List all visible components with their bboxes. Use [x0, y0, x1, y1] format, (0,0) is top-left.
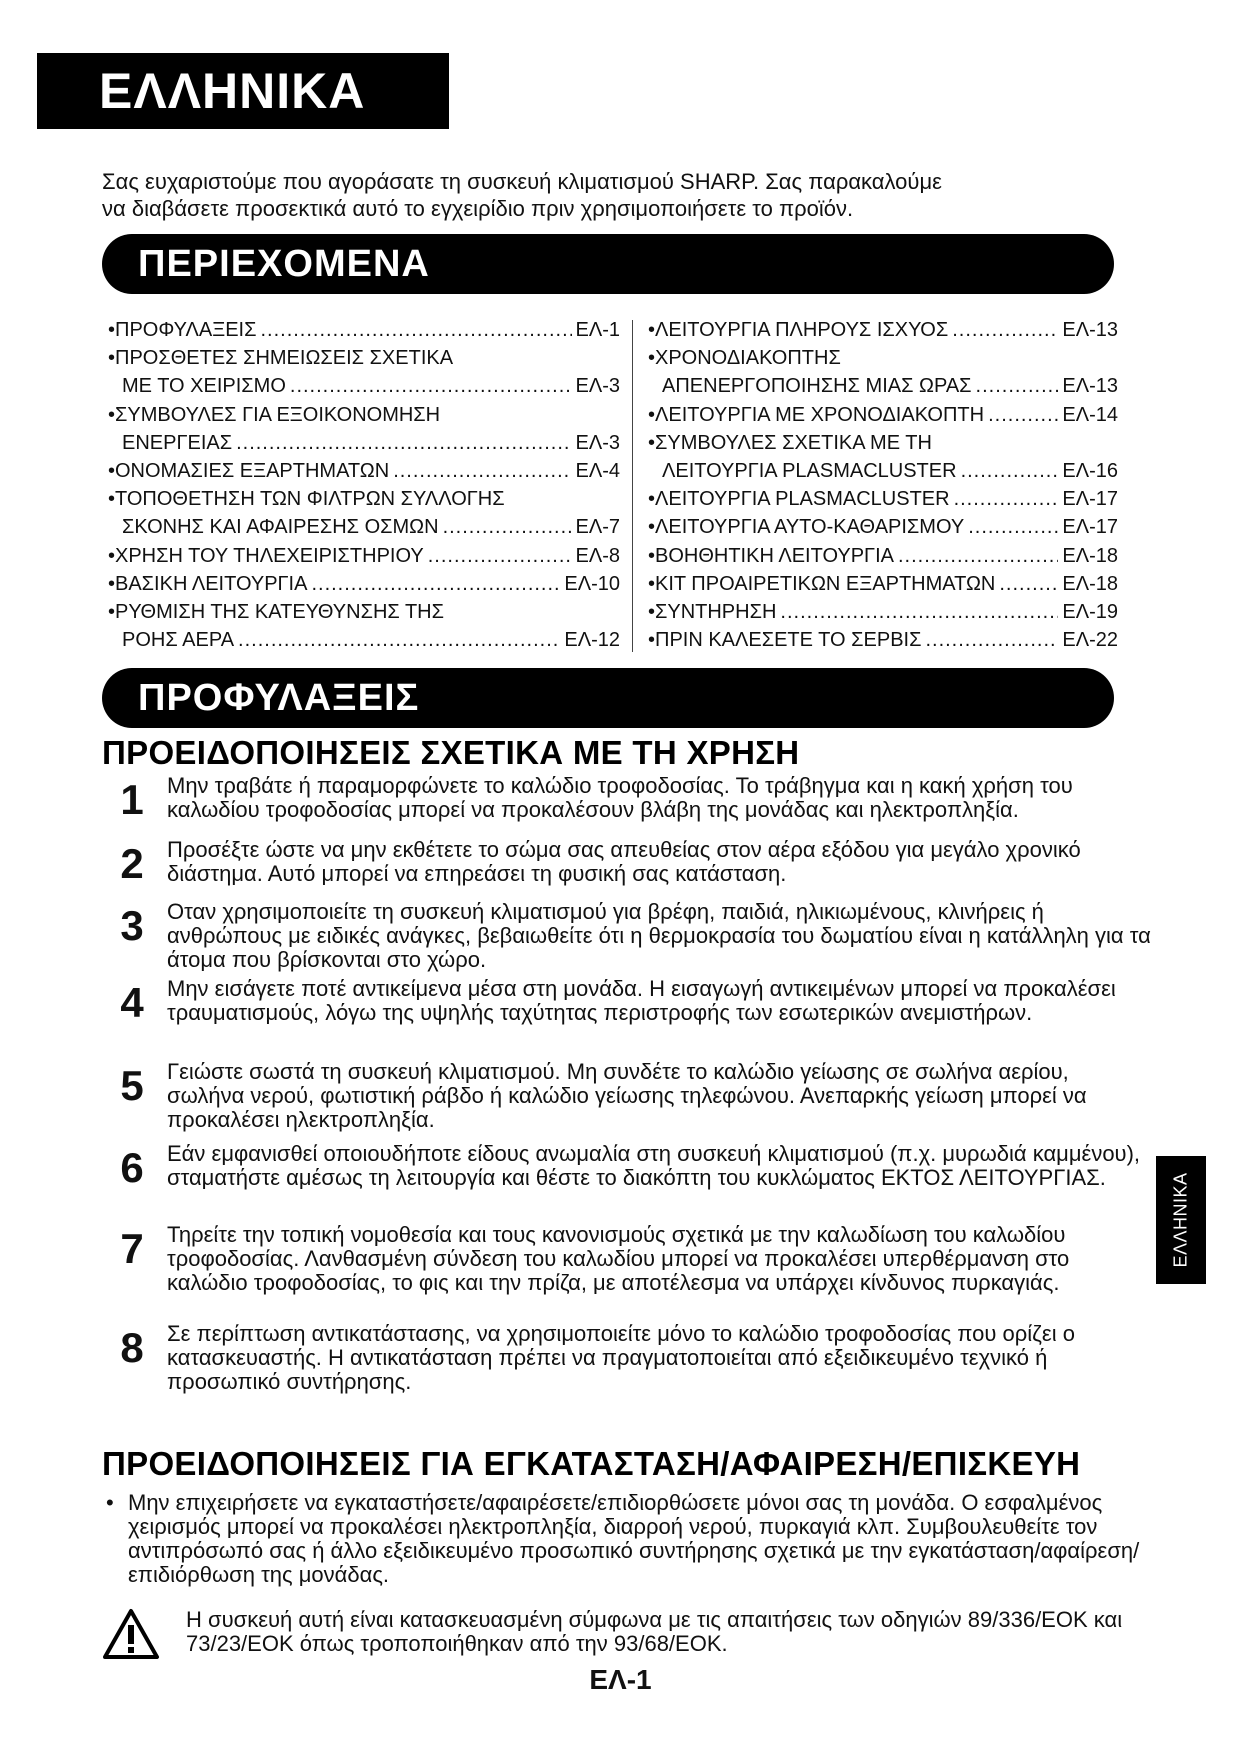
toc-entry — [108, 485, 620, 513]
toc-right-column — [648, 316, 1118, 654]
toc-entry-page: ΕΛ-22 — [1062, 629, 1118, 652]
toc-entry-page: ΕΛ-17 — [1062, 516, 1118, 539]
toc-leader-dots — [311, 570, 560, 598]
toc-divider — [632, 320, 633, 652]
warning-triangle-icon — [102, 1608, 160, 1660]
language-side-tab — [1156, 1156, 1206, 1284]
compliance-text: Η συσκευή αυτή είναι κατασκευασμένη σύμφωνα με τις απαιτήσεις των οδηγιών 89/336/ΕΟΚ και 73/23/ΕΟΚ όπως τροποποιήθηκαν από την 93/68/ΕΟΚ. — [186, 1607, 1123, 1656]
toc-entry-title: •ΣΥΝΤΗΡΗΣΗ — [648, 601, 777, 624]
usage-warning-item — [112, 1142, 1152, 1190]
toc-entry-title: ΣΚΟΝΗΣ ΚΑΙ ΑΦΑΙΡΕΣΗΣ ΟΣΜΩΝ — [122, 516, 439, 539]
toc-entry — [648, 542, 1118, 570]
usage-warning-text: Μην εισάγετε ποτέ αντικείμενα μέσα στη μονάδα. Η εισαγωγή αντικειμένων μπορεί να προκαλέσει τραυματισμούς, λόγω της υψηλής ταχύτητας περιστροφής των εσωτερικών ανεμιστήρων. — [167, 976, 1116, 1025]
toc-entry — [648, 429, 1118, 457]
toc-entry-page: ΕΛ-18 — [1062, 572, 1118, 595]
usage-warning-text: Οταν χρησιμοποιείτε τη συσκευή κλιματισμού για βρέφη, παιδιά, ηλικιωμένους, κλινήρεις ή ανθρώπους με ειδικές ανάγκες, βεβαιωθείτε ότι η θερμοκρασία του δωματίου είναι η κατάλληλη για τα άτομα που βρίσκονται στο χώρο. — [167, 899, 1151, 972]
install-warning-bullet — [106, 1491, 1156, 1587]
install-warnings-heading: ΠΡΟΕΙΔΟΠΟΙΗΣΕΙΣ ΓΙΑ ΕΓΚΑΤΑΣΤΑΣΗ/ΑΦΑΙΡΕΣΗ/ΕΠΙΣΚΕΥΗ — [102, 1445, 1081, 1482]
toc-leader-dots — [925, 626, 1058, 654]
contents-heading: ΠΕΡΙΕΧΟΜΕΝΑ — [102, 234, 1114, 294]
toc-entry-page: ΕΛ-16 — [1062, 460, 1118, 483]
toc-leader-dots — [428, 542, 572, 570]
toc-leader-dots — [393, 457, 571, 485]
toc-entry-page: ΕΛ-12 — [564, 629, 620, 652]
toc-leader-dots — [999, 570, 1058, 598]
usage-warning-item — [112, 977, 1152, 1025]
toc-entry — [108, 316, 620, 344]
toc-entry-page: ΕΛ-3 — [575, 431, 620, 454]
toc-entry — [108, 429, 620, 457]
usage-warning-text: Εάν εμφανισθεί οποιουδήποτε είδους ανωμαλία στη συσκευή κλιματισμού (π.χ. μυρωδιά καμμένου), σταματήστε αμέσως τη λειτουργία και θέστε το διακόπτη του κυκλώματος ΕΚΤΟΣ ΛΕΙΤΟΥΡΓΙΑΣ. — [167, 1141, 1141, 1190]
toc-entry — [648, 316, 1118, 344]
intro-text — [102, 168, 1162, 222]
toc-entry-page: ΕΛ-19 — [1062, 601, 1118, 624]
toc-entry-title: ΛΕΙΤΟΥΡΓΙΑ PLASMACLUSTER — [662, 460, 957, 483]
usage-warning-number: 1 — [120, 776, 144, 823]
toc-entry-title: •ΡΥΘΜΙΣΗ ΤΗΣ ΚΑΤΕΥΘΥΝΣΗΣ ΤΗΣ — [108, 601, 444, 624]
usage-warning-text: Σε περίπτωση αντικατάστασης, να χρησιμοποιείτε μόνο το καλώδιο τροφοδοσίας που ορίζει ο κατασκευαστής. Η αντικατάσταση πρέπει να πραγματοποιείται από εξειδικευμένο τεχνικό ή προσωπικό συντήρησης. — [167, 1321, 1075, 1394]
toc-entry-page: ΕΛ-3 — [575, 375, 620, 398]
toc-entry-page: ΕΛ-8 — [575, 544, 620, 567]
usage-warning-item — [112, 1223, 1152, 1295]
toc-entry-title: •ΛΕΙΤΟΥΡΓΙΑ ΠΛΗΡΟΥΣ ΙΣΧΥΟΣ — [648, 319, 949, 341]
toc-entry — [108, 372, 620, 400]
toc-entry-title: •ΠΡΟΣΘΕΤΕΣ ΣΗΜΕΙΩΣΕΙΣ ΣΧΕΤΙΚΑ — [108, 347, 454, 370]
usage-warning-item — [112, 838, 1152, 886]
usage-warning-number: 7 — [120, 1225, 144, 1272]
usage-warning-number: 3 — [120, 902, 144, 949]
bullet-dot: • — [106, 1490, 114, 1515]
toc-entry-title: •ΛΕΙΤΟΥΡΓΙΑ PLASMACLUSTER — [648, 488, 950, 511]
toc-entry-page: ΕΛ-17 — [1062, 488, 1118, 511]
toc-entry-page: ΕΛ-10 — [564, 572, 620, 595]
usage-warning-item — [112, 900, 1152, 972]
toc-entry — [648, 401, 1118, 429]
toc-entry — [108, 344, 620, 372]
toc-leader-dots — [780, 598, 1058, 626]
toc-entry-title: •ΒΑΣΙΚΗ ΛΕΙΤΟΥΡΓΙΑ — [108, 572, 308, 595]
toc-entry — [648, 570, 1118, 598]
toc-entry-title: •ΠΡΙΝ ΚΑΛΕΣΕΤΕ ΤΟ ΣΕΡΒΙΣ — [648, 629, 922, 652]
toc-entry-page: ΕΛ-14 — [1062, 403, 1118, 426]
toc-entry-page: ΕΛ-7 — [575, 516, 620, 539]
toc-entry — [648, 344, 1118, 372]
toc-leader-dots — [976, 372, 1059, 400]
install-warning-text: Μην επιχειρήσετε να εγκαταστήσετε/αφαιρέσετε/επιδιορθώσετε μόνοι σας τη μονάδα. Ο εσφαλμένος χειρισμός μπορεί να προκαλέσει ηλεκτροπληξία, διαρροή νερού, πυρκαγιά κλπ. Συμβουλευθείτε τον αντιπρόσωπό σας ή άλλο εξειδικευμένο προσωπικό συντήρησης σχετικά με την εγκατάσταση/αφαίρεση/επιδιόρθωση της μονάδας. — [128, 1490, 1140, 1587]
toc-entry-page: ΕΛ-4 — [575, 460, 620, 483]
toc-entry-page: ΕΛ-1 — [575, 319, 620, 341]
intro-line-2: να διαβάσετε προσεκτικά αυτό το εγχειρίδιο πριν χρησιμοποιήσετε το προϊόν. — [102, 196, 854, 221]
usage-warning-text: Μην τραβάτε ή παραμορφώνετε το καλώδιο τροφοδοσίας. Το τράβηγμα και η κακή χρήση του καλωδίου τροφοδοσίας μπορεί να προκαλέσουν βλάβη της μονάδας και ηλεκτροπληξία. — [167, 773, 1073, 822]
usage-warning-number: 8 — [120, 1324, 144, 1371]
toc-entry — [108, 598, 620, 626]
toc-leader-dots — [968, 513, 1058, 541]
toc-entry — [648, 457, 1118, 485]
toc-leader-dots — [443, 513, 572, 541]
usage-warning-text: Γειώστε σωστά τη συσκευή κλιματισμού. Μη συνδέτε το καλώδιο γείωσης σε σωλήνα αερίου, σωλήνα νερού, φωτιστική ράβδο ή καλώδιο γείωσης τηλεφώνου. Ανεπαρκής γείωση μπορεί να προκαλέσει ηλεκτροπληξία. — [167, 1059, 1087, 1132]
toc-entry-title: ΜΕ ΤΟ ΧΕΙΡΙΣΜΟ — [122, 375, 286, 398]
toc-entry — [108, 626, 620, 654]
toc-left-column — [108, 316, 620, 654]
toc-entry-title: •ΒΟΗΘΗΤΙΚΗ ΛΕΙΤΟΥΡΓΙΑ — [648, 544, 894, 567]
usage-warning-number: 2 — [120, 840, 144, 887]
toc-entry-title: •ΛΕΙΤΟΥΡΓΙΑ ΜΕ ΧΡΟΝΟΔΙΑΚΟΠΤΗ — [648, 403, 985, 426]
usage-warning-text: Προσέξτε ώστε να μην εκθέτετε το σώμα σας απευθείας στον αέρα εξόδου για μεγάλο χρονικό διάστημα. Αυτό μπορεί να επηρεάσει τη φυσική σας κατάσταση. — [167, 837, 1081, 886]
toc-entry-title: •ΚΙΤ ΠΡΟΑΙΡΕΤΙΚΩΝ ΕΞΑΡΤΗΜΑΤΩΝ — [648, 572, 996, 595]
usage-warning-text: Τηρείτε την τοπική νομοθεσία και τους κανονισμούς σχετικά με την καλωδίωση του καλωδίου τροφοδοσίας. Λανθασμένη σύνδεση του καλωδίου μπορεί να προκαλέσει υπερθέρμανση στο καλώδιο τροφοδοσίας, το φις και την πρίζα, με αποτέλεσμα να υπάρχει κίνδυνος πυρκαγιάς. — [167, 1222, 1070, 1295]
toc-entry — [648, 372, 1118, 400]
toc-entry — [108, 457, 620, 485]
toc-entry — [108, 542, 620, 570]
page-number: ΕΛ-1 — [589, 1664, 652, 1695]
toc-leader-dots — [988, 401, 1058, 429]
toc-entry-page: ΕΛ-18 — [1062, 544, 1118, 567]
toc-entry-page: ΕΛ-13 — [1062, 375, 1118, 398]
toc-leader-dots — [952, 316, 1058, 344]
toc-entry-title: ΡΟΗΣ ΑΕΡΑ — [122, 629, 235, 652]
usage-warnings-heading: ΠΡΟΕΙΔΟΠΟΙΗΣΕΙΣ ΣΧΕΤΙΚΑ ΜΕ ΤΗ ΧΡΗΣΗ — [102, 734, 800, 771]
toc-leader-dots — [898, 542, 1058, 570]
toc-entry — [648, 626, 1118, 654]
usage-warning-item — [112, 1322, 1152, 1394]
side-tab-label: ΕΛΛΗΝΙΚΑ — [1170, 1172, 1191, 1268]
precautions-heading: ΠΡΟΦΥΛΑΞΕΙΣ — [102, 668, 1114, 728]
usage-warning-number: 5 — [120, 1062, 144, 1109]
toc-entry-title: •ΣΥΜΒΟΥΛΕΣ ΓΙΑ ΕΞΟΙΚΟΝΟΜΗΣΗ — [108, 403, 441, 426]
toc-entry-title: •ΟΝΟΜΑΣΙΕΣ ΕΞΑΡΤΗΜΑΤΩΝ — [108, 460, 390, 483]
toc-entry-title: ΕΝΕΡΓΕΙΑΣ — [122, 431, 233, 454]
usage-warning-item — [112, 774, 1152, 822]
toc-leader-dots — [236, 429, 571, 457]
toc-entry — [648, 485, 1118, 513]
toc-entry-title: •ΧΡΟΝΟΔΙΑΚΟΠΤΗΣ — [648, 347, 841, 370]
toc-entry-title: •ΣΥΜΒΟΥΛΕΣ ΣΧΕΤΙΚΑ ΜΕ ΤΗ — [648, 431, 932, 454]
toc-entry-title: •ΛΕΙΤΟΥΡΓΙΑ ΑΥΤΟ-ΚΑΘΑΡΙΣΜΟΥ — [648, 516, 965, 539]
toc-entry-title: •ΠΡΟΦΥΛΑΞΕΙΣ — [108, 319, 257, 341]
toc-entry-page: ΕΛ-13 — [1062, 319, 1118, 341]
toc-entry — [108, 401, 620, 429]
language-banner: ΕΛΛΗΝΙΚΑ — [37, 53, 449, 129]
toc-leader-dots — [961, 457, 1059, 485]
toc-entry — [108, 570, 620, 598]
usage-warning-number: 6 — [120, 1144, 144, 1191]
toc-leader-dots — [260, 316, 571, 344]
toc-entry-title: ΑΠΕΝΕΡΓΟΠΟΙΗΣΗΣ ΜΙΑΣ ΩΡΑΣ — [662, 375, 972, 398]
toc-entry — [108, 513, 620, 541]
ce-compliance-note — [102, 1608, 1162, 1656]
intro-line-1: Σας ευχαριστούμε που αγοράσατε τη συσκευή κλιματισμού SHARP. Σας παρακαλούμε — [102, 169, 942, 194]
usage-warning-number: 4 — [120, 979, 144, 1026]
toc-entry-title: •ΤΟΠΟΘΕΤΗΣΗ ΤΩΝ ΦΙΛΤΡΩΝ ΣΥΛΛΟΓΗΣ — [108, 488, 505, 511]
toc-entry-title: •ΧΡΗΣΗ ΤΟΥ ΤΗΛΕΧΕΙΡΙΣΤΗΡΙΟΥ — [108, 544, 424, 567]
toc-entry — [648, 598, 1118, 626]
toc-leader-dots — [954, 485, 1059, 513]
toc-entry — [648, 513, 1118, 541]
toc-leader-dots — [290, 372, 572, 400]
usage-warning-item — [112, 1060, 1152, 1132]
toc-leader-dots — [238, 626, 560, 654]
